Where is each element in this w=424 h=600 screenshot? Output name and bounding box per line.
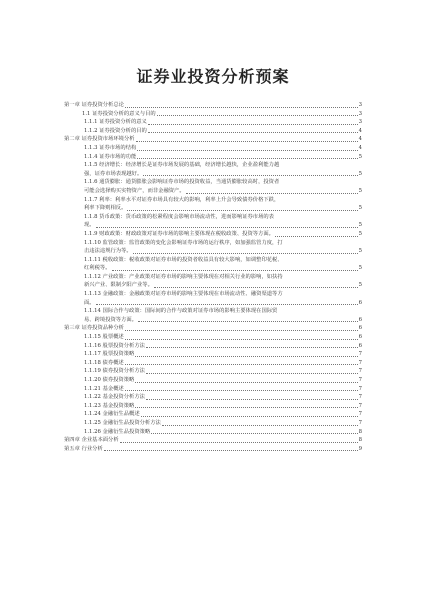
toc-entry-label: 1.1 证券投资分析的意义与目的 [82,110,156,117]
toc-chapter-entry[interactable] [64,324,362,333]
toc-entry[interactable] [64,127,362,136]
dot-leader [135,407,357,408]
toc-entry-label: 1.1.10 监管政策：监管政策的变化会影响证券市场的运行秩序，如加强监管力度，打 [84,239,283,246]
toc-entry[interactable] [64,230,362,239]
toc-entry[interactable] [64,239,362,256]
toc-entry[interactable] [64,385,362,394]
dot-leader [135,356,357,357]
dot-leader [275,236,358,237]
toc-entry-label: 1.1.13 金融政策：金融政策对证券市场的影响主要体现在市场流动性、融资渠道等方 [84,291,283,298]
toc-entry-label: 1.1.22 基金投资分析方法 [84,394,145,401]
toc-chapter-entry[interactable] [64,436,362,445]
toc-entry-label: 1.1.25 金融衍生品投资分析方法 [84,419,161,426]
toc-entry-label: 1.1.15 股票概述 [84,334,124,341]
toc-entry[interactable] [64,161,362,178]
dot-leader [146,399,358,400]
toc-entry-label: 1.1.14 国际合作与政策：国际间的合作与政策对证券市场的影响主要体现在国际贸 [84,308,278,315]
toc-page-number: 5 [358,222,362,229]
toc-chapter-entry[interactable] [64,135,362,144]
toc-entry-label: 1.1.17 股票投资策略 [84,351,135,358]
toc-entry-label: 1.1.6 通货膨胀：通货膨胀会影响证券市场的投资收益，当通货膨胀较高时，投资者 [84,179,280,186]
toc-page-number: 8 [358,437,362,444]
toc-entry[interactable] [64,213,362,230]
dot-leader [151,433,357,434]
toc-entry[interactable] [64,196,362,213]
toc-page-number: 7 [358,385,362,392]
dot-leader [146,347,358,348]
toc-entry-label: 第一章 证券投资分析总论 [64,102,124,108]
toc-entry-label-continued: 利率下降则相反。 [84,205,127,212]
toc-entry-label: 1.1.3 证券市场的结构 [84,144,137,151]
toc-page-number: 8 [358,428,362,435]
toc-entry[interactable] [64,144,362,153]
dot-leader [162,425,358,426]
dot-leader [148,132,358,133]
dot-leader [154,287,358,288]
dot-leader [96,227,358,228]
dot-leader [137,150,357,151]
toc-entry[interactable] [64,350,362,359]
toc-entry[interactable] [64,290,362,307]
toc-entry-label: 1.1.1 证券投资分析的意义 [84,119,147,126]
toc-entry-label: 1.1.24 金融衍生品概述 [84,411,140,418]
toc-page-number: 5 [358,205,362,212]
toc-entry-label: 1.1.12 产业政策：产业政策对证券市场的影响主要体现在对相关行业的影响，如扶持 [84,273,283,280]
toc-entry-label: 1.1.20 债券投资策略 [84,377,135,383]
toc-page-number: 5 [358,248,362,255]
toc-entry-label: 1.1.4 证券市场的功能 [84,153,137,160]
toc-page-number: 7 [358,368,362,375]
toc-entry-label: 1.1.16 股票投资分析方法 [84,342,145,349]
toc-entry-label-continued: 击违法违规行为等。 [84,248,132,255]
document-title: 证券业投资分析预案 [136,67,290,86]
toc-entry[interactable] [64,178,362,195]
dot-leader [186,193,358,194]
toc-page-number: 6 [358,334,362,341]
dot-leader [141,416,358,417]
toc-entry-label: 1.1.9 财政政策：财政政策对证券市场的影响主要体现在税收政策、投资等方面。 [84,230,274,237]
toc-page-number: 5 [358,282,362,289]
toc-entry-label: 第五章 行业分析 [64,445,103,452]
toc-entry[interactable] [64,333,362,342]
toc-entry-label-continued: 面。 [84,299,95,306]
dot-leader [120,442,358,443]
toc-entry-label: 第四章 企业基本面分析 [64,437,119,444]
dot-leader [125,330,358,331]
dot-leader [125,364,358,365]
toc-page-number: 5 [358,170,362,177]
toc-page-number: 7 [358,394,362,401]
toc-page-number: 4 [358,144,362,151]
toc-entry[interactable] [64,393,362,402]
toc-page-number: 7 [358,377,362,383]
dot-leader [125,339,358,340]
toc-entry-label: 1.1.2 证券投资分析的目的 [84,127,147,134]
toc-entry[interactable] [64,419,362,428]
toc-entry[interactable] [64,359,362,368]
toc-page-number: 7 [358,419,362,426]
dot-leader [148,124,358,125]
toc-entry-label: 1.1.7 利率：利率水平对证券市场具有较大的影响，利率上升会导致债券价格下跌， [84,196,280,203]
toc-entry[interactable] [64,153,362,162]
toc-page-number: 4 [358,136,362,143]
dot-leader [136,141,358,142]
dot-leader [104,450,358,451]
toc-page-number: 3 [358,110,362,117]
toc-page-number: 5 [358,265,362,272]
toc-entry[interactable] [64,273,362,290]
dot-leader [127,210,357,211]
toc-chapter-entry[interactable] [64,101,362,110]
toc-entry-label-continued: 可能会选择购买实物资产，而非金融资产。 [84,187,185,194]
toc-page-number: 7 [358,351,362,358]
toc-page-number: 5 [358,187,362,194]
dot-leader [125,390,358,391]
dot-leader [133,253,358,254]
toc-page-number: 7 [358,359,362,366]
toc-entry-label: 1.1.23 基金投资策略 [84,402,135,409]
toc-entry[interactable] [64,256,362,273]
table-of-contents [64,101,362,453]
toc-entry[interactable] [64,428,362,437]
toc-entry-label: 第三章 证券投资品种分析 [64,325,124,332]
toc-entry-label: 1.1.5 经济增长：经济增长是证券市场发展的基础，经济增长越快，企业盈利能力越 [84,162,280,169]
toc-entry-label: 1.1.8 货币政策：货币政策的松紧程度会影响市场流动性，进而影响证券市场的表 [84,213,274,220]
toc-entry-label: 1.1.21 基金概述 [84,385,124,392]
toc-entry-label-continued: 易、跨境投资等方面。 [84,316,137,323]
toc-page-number: 6 [358,299,362,306]
toc-page-number: 7 [358,411,362,418]
toc-page-number: 3 [358,119,362,126]
dot-leader [137,158,357,159]
dot-leader [96,304,358,305]
dot-leader [146,373,358,374]
dot-leader [125,107,358,108]
toc-page-number: 6 [358,316,362,323]
toc-entry-label-continued: 现。 [84,222,95,229]
dot-leader [143,175,357,176]
toc-entry-label: 第二章 证券投资市场环境分析 [64,136,135,143]
toc-entry[interactable] [64,376,362,385]
dot-leader [135,382,357,383]
toc-page-number: 6 [358,325,362,332]
toc-entry[interactable] [64,410,362,419]
toc-entry-label-continued: 新兴产业、限制夕阳产业等。 [84,282,153,289]
toc-entry-label: 1.1.26 金融衍生品投资策略 [84,428,151,435]
toc-entry-label: 1.1.11 税收政策：税收政策对证券市场的投资者收益具有较大影响，如调整印花税、 [84,256,283,263]
dot-leader [157,115,358,116]
toc-chapter-entry[interactable] [64,445,362,454]
toc-entry-label: 1.1.18 债券概述 [84,359,124,366]
toc-entry[interactable] [64,110,362,119]
dot-leader [112,270,358,271]
toc-entry[interactable] [64,342,362,351]
dot-leader [138,321,358,322]
toc-page-number: 4 [358,127,362,134]
toc-page-number: 9 [358,445,362,452]
toc-entry[interactable] [64,307,362,324]
toc-entry-label-continued: 强，证券市场表现越好。 [84,170,143,177]
toc-entry[interactable] [64,402,362,411]
toc-entry-label: 1.1.19 债券投资分析方法 [84,368,145,375]
toc-entry[interactable] [64,367,362,376]
toc-page-number: 5 [358,153,362,160]
toc-page-number: 7 [358,402,362,409]
toc-page-number: 5 [358,230,362,237]
toc-entry[interactable] [64,118,362,127]
toc-page-number: 3 [358,102,362,108]
toc-entry-label-continued: 红利税等。 [84,265,111,272]
toc-page-number: 6 [358,342,362,349]
